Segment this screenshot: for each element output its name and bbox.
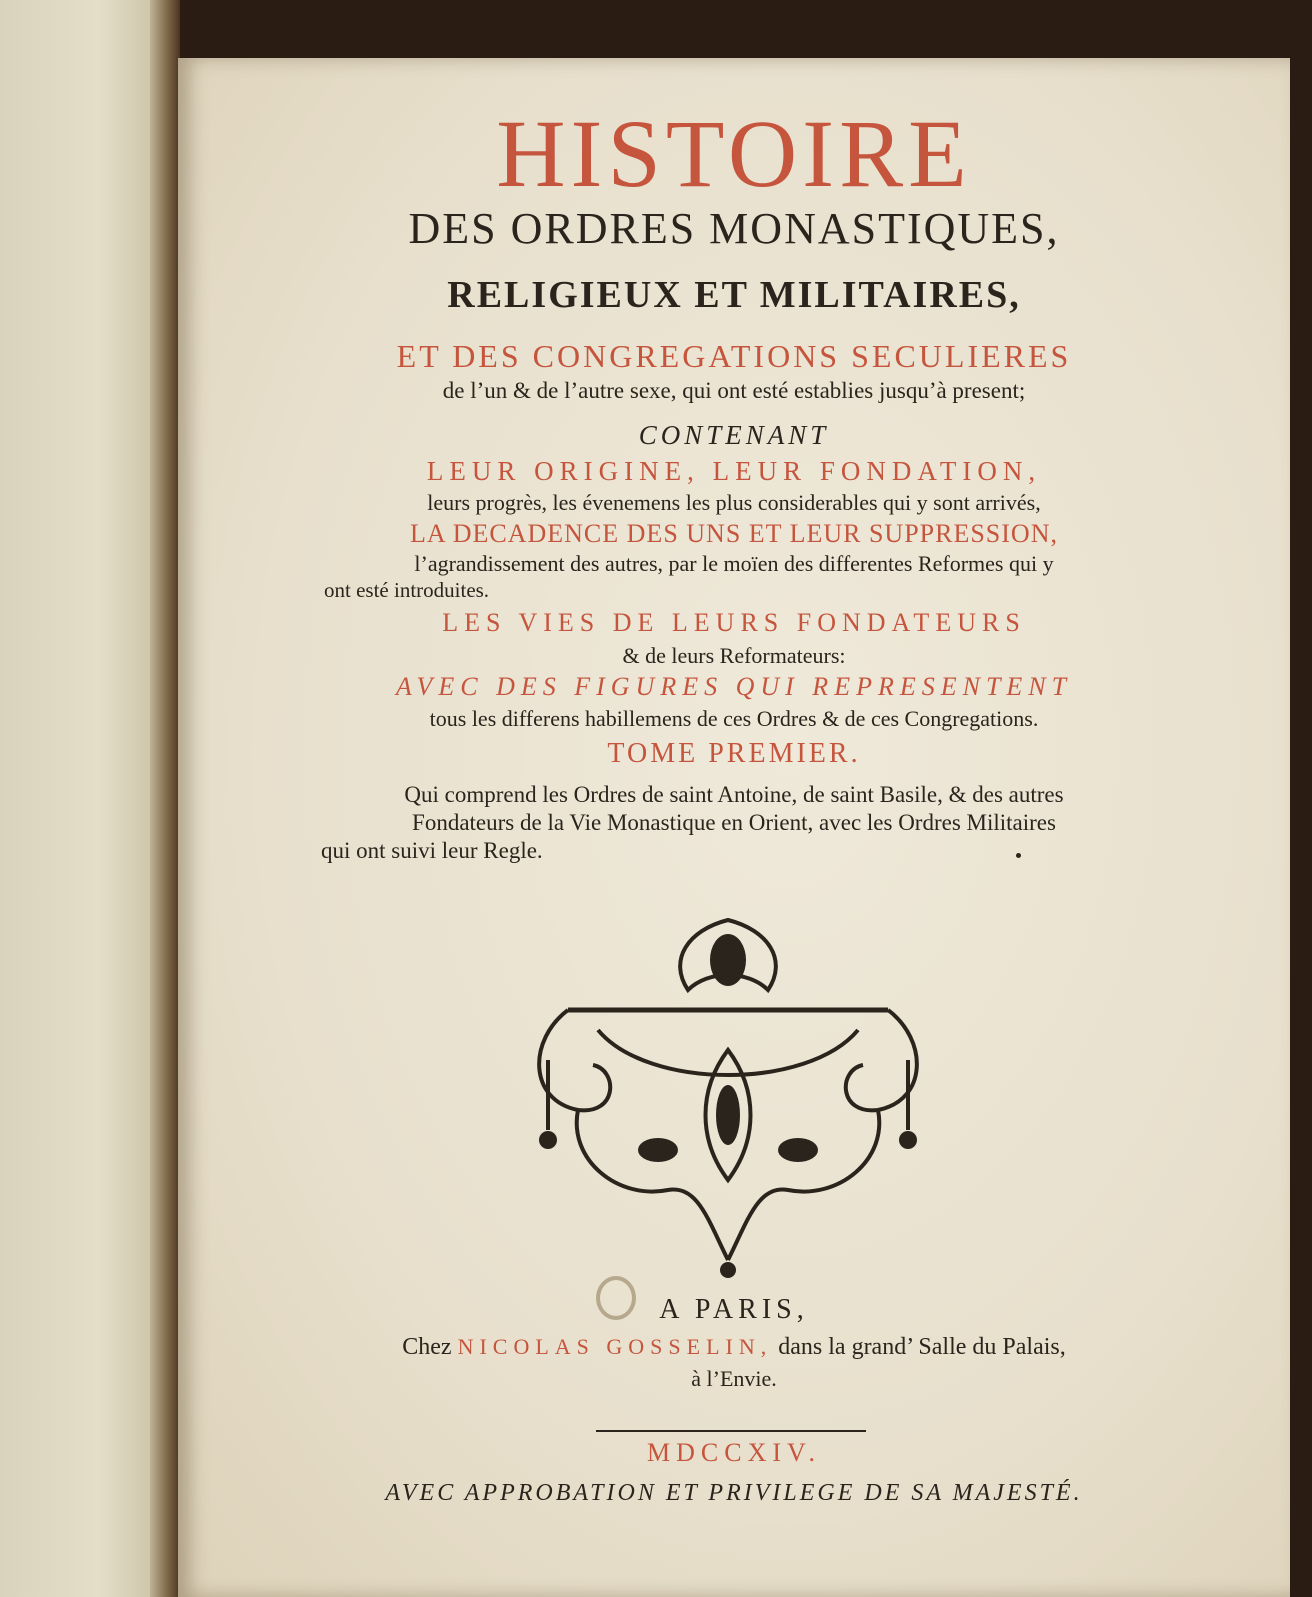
subtitle-line-12: AVEC DES FIGURES QUI REPRESENTENT (395, 672, 1073, 701)
subtitle-line-8: l’agrandissement des autres, par le moïen des differentes Reformes qui y (414, 551, 1054, 576)
book-spine-edge (150, 0, 180, 1597)
publisher-suffix: dans la grand’ Salle du Palais, (778, 1334, 1066, 1360)
contenant-heading: CONTENANT (638, 420, 830, 450)
ink-dot (1016, 853, 1021, 858)
subtitle-line-10: LES VIES DE LEURS FONDATEURS (442, 608, 1026, 637)
description-line-3: qui ont suivi leur Regle. (321, 838, 543, 863)
publisher-sign: à l’Envie. (691, 1366, 777, 1391)
title-page (178, 58, 1290, 1597)
publisher-name: NICOLAS GOSSELIN, (457, 1334, 773, 1359)
subtitle-line-9: ont esté introduites. (324, 578, 490, 602)
vignette-ornament-icon (508, 900, 948, 1290)
description-line-1: Qui comprend les Ordres de saint Antoine, de saint Basile, & des autres (404, 782, 1064, 807)
subtitle-line-3: ET DES CONGREGATIONS SECULIERES (396, 338, 1072, 374)
publisher-prefix: Chez (402, 1334, 452, 1360)
publication-year: MDCCXIV. (647, 1438, 821, 1467)
publisher-line (178, 1334, 1290, 1361)
subtitle-line-11: & de leurs Reformateurs: (622, 643, 846, 668)
subtitle-line-5: LEUR ORIGINE, LEUR FONDATION, (426, 456, 1042, 486)
subtitle-line-6: leurs progrès, les évenemens les plus considerables qui y sont arrivés, (427, 490, 1041, 515)
subtitle-line-7: LA DECADENCE DES UNS ET LEUR SUPPRESSION, (410, 519, 1058, 548)
approbation-line: AVEC APPROBATION ET PRIVILEGE DE SA MAJESTÉ. (385, 1480, 1083, 1506)
subtitle-line-2: RELIGIEUX ET MILITAIRES, (447, 274, 1021, 316)
subtitle-line-1: DES ORDRES MONASTIQUES, (408, 204, 1060, 253)
tome-heading: TOME PREMIER. (607, 738, 861, 769)
divider-rule (596, 1430, 866, 1432)
book-title: HISTOIRE (496, 100, 972, 207)
place-of-publication: A PARIS, (659, 1294, 809, 1325)
subtitle-line-4: de l’un & de l’autre sexe, qui ont esté establies jusqu’à present; (442, 378, 1026, 403)
description-line-2: Fondateurs de la Vie Monastique en Orient, avec les Ordres Militaires (412, 810, 1056, 835)
subtitle-line-13: tous les differens habillemens de ces Ordres & de ces Congregations. (429, 706, 1039, 731)
